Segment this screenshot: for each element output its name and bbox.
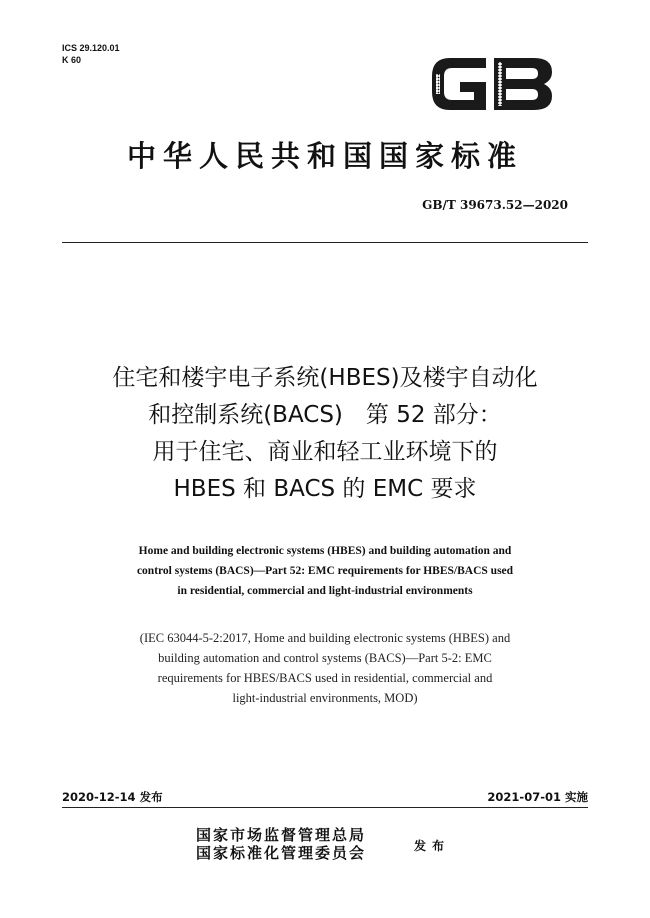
iec-reference	[60, 628, 590, 708]
chinese-title-line: 用于住宅、商业和轻工业环境下的	[152, 439, 498, 465]
organization-title: 中华人民共和国国家标准	[126, 139, 523, 173]
standard-number: GB/T 39673.52—2020	[422, 198, 568, 212]
issuer-sac: 国家标准化管理委员会	[196, 844, 367, 862]
issue-label: 发布	[414, 839, 451, 853]
iec-reference-line: light-industrial environments, MOD)	[232, 691, 418, 705]
issuing-authorities	[196, 826, 366, 862]
footer-divider	[62, 807, 588, 808]
chinese-title	[40, 360, 610, 508]
iec-reference-line: (IEC 63044-5-2:2017, Home and building electronic systems (HBES) and	[139, 631, 511, 645]
english-title-line: control systems (BACS)—Part 52: EMC requirements for HBES/BACS used	[136, 565, 514, 577]
chinese-title-line: HBES 和 BACS 的 EMC 要求	[173, 476, 477, 502]
implement-date: 2021-07-01 实施	[487, 790, 588, 804]
publish-date: 2020-12-14 发布	[62, 790, 163, 804]
ics-code: ICS 29.120.01	[62, 43, 120, 53]
issuer-samr: 国家市场监督管理总局	[196, 826, 367, 844]
header-divider	[62, 242, 588, 243]
ccs-code: K 60	[62, 55, 82, 65]
gb-logo	[428, 52, 556, 116]
english-title	[50, 541, 600, 601]
iec-reference-line: building automation and control systems (BACS)—Part 5-2: EMC	[158, 651, 492, 665]
english-title-line: in residential, commercial and light-industrial environments	[177, 585, 473, 597]
chinese-title-line: 和控制系统(BACS) 第 52 部分：	[148, 402, 502, 428]
classification-codes	[62, 42, 120, 66]
iec-reference-line: requirements for HBES/BACS used in residential, commercial and	[157, 671, 493, 685]
chinese-title-line: 住宅和楼宇电子系统(HBES)及楼宇自动化	[112, 365, 538, 391]
english-title-line: Home and building electronic systems (HBES) and building automation and	[138, 545, 512, 557]
